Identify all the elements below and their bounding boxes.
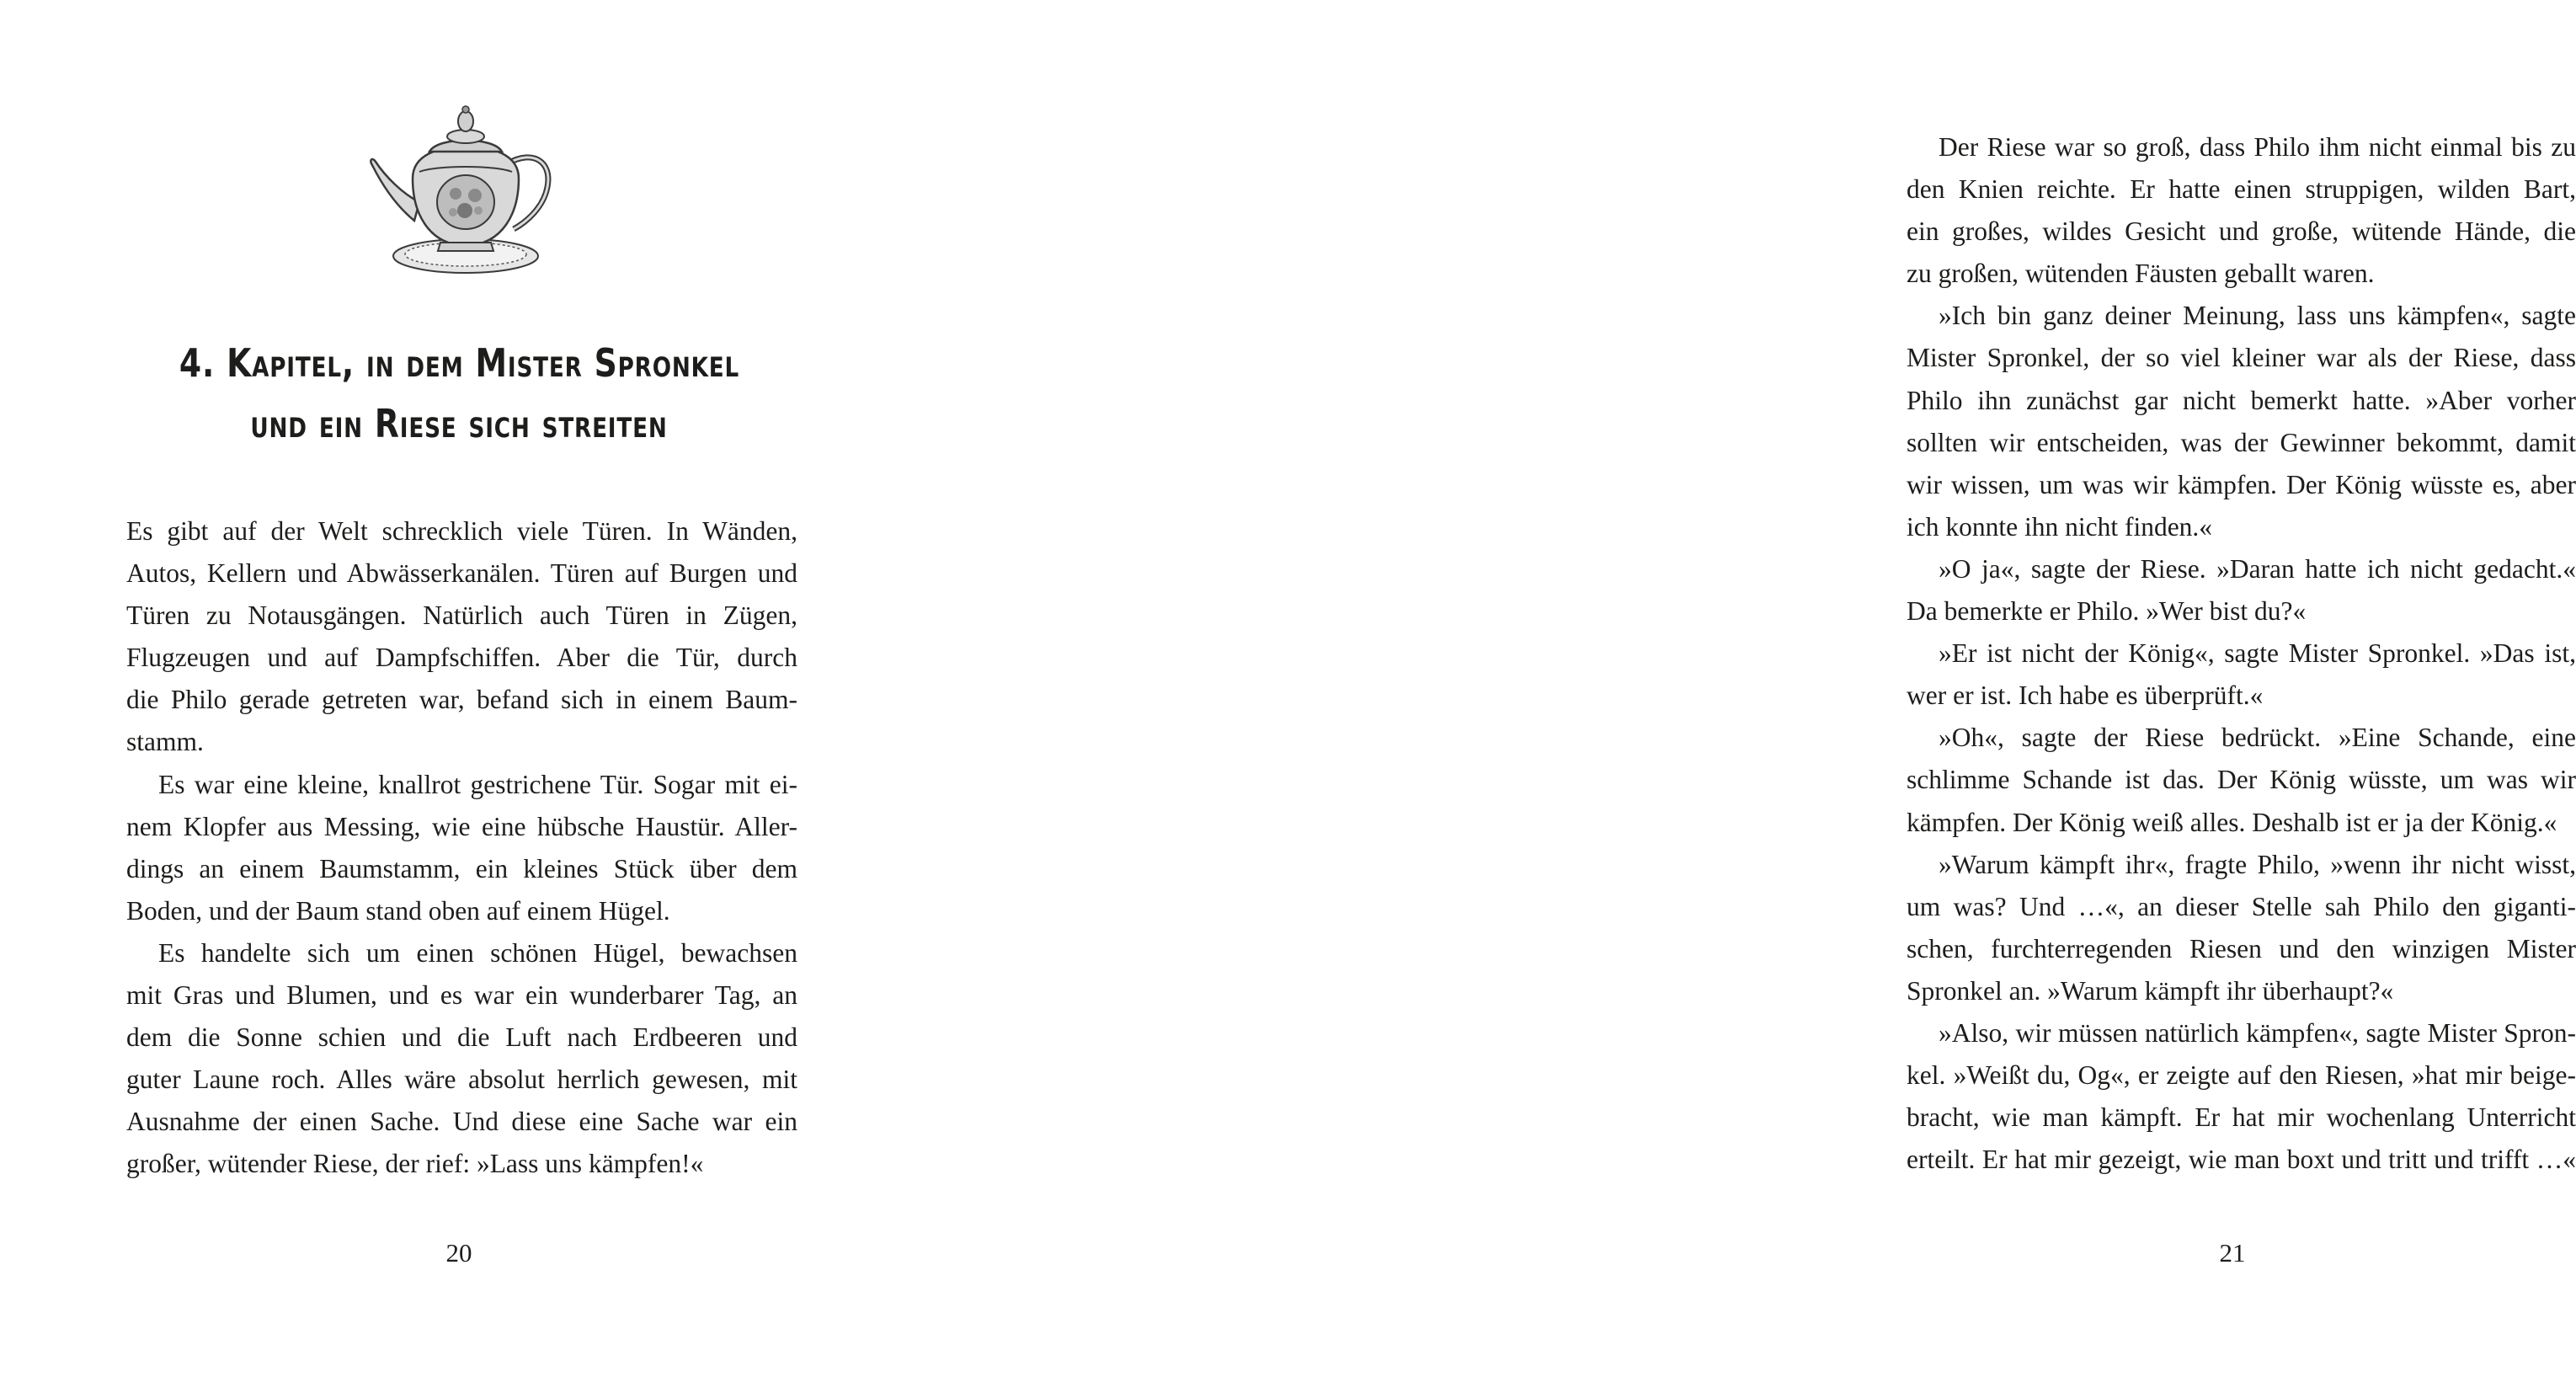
right-page xyxy=(895,0,2576,1393)
right-body-text xyxy=(1907,126,2576,1181)
text-line: Es handelte sich um einen schönen Hügel, bewachsen xyxy=(158,937,797,968)
text-line: Spronkel an. »Warum kämpft ihr überhaupt?« xyxy=(1907,975,2394,1006)
text-line: stamm. xyxy=(126,727,204,757)
text-line: ich konnte ihn nicht finden.« xyxy=(1907,511,2213,542)
left-page xyxy=(0,0,895,1393)
text-line: die Philo gerade getreten war, befand sich in einem Baum- xyxy=(126,685,797,715)
left-body-text xyxy=(126,510,797,1186)
chapter-title xyxy=(179,333,739,454)
text-line: guter Laune roch. Alles wäre absolut herrlich gewesen, mit xyxy=(126,1065,797,1095)
page-number-left: 20 xyxy=(445,1238,472,1268)
text-line: wer er ist. Ich habe es überprüft.« xyxy=(1907,680,2264,711)
text-line: wir wissen, um was wir kämpfen. Der König wüsste es, aber xyxy=(1907,469,2576,499)
text-line: kämpfen. Der König weiß alles. Deshalb ist er ja der König.« xyxy=(1907,807,2557,837)
text-line: erteilt. Er hat mir gezeigt, wie man boxt und tritt und trifft …« xyxy=(1907,1145,2576,1175)
text-line: mit Gras und Blumen, und es war ein wunderbarer Tag, an xyxy=(126,980,797,1011)
text-line: schlimme Schande ist das. Der König wüsste, um was wir xyxy=(1907,765,2576,795)
text-line: dings an einem Baumstamm, ein kleines Stück über dem xyxy=(126,853,797,883)
text-line: Der Riese war so groß, dass Philo ihm nicht einmal bis zu xyxy=(1939,132,2576,162)
text-line: »Ich bin ganz deiner Meinung, lass uns kämpfen«, sagte xyxy=(1939,301,2576,331)
text-line: Ausnahme der einen Sache. Und diese eine Sache war ein xyxy=(126,1107,797,1137)
text-line: Autos, Kellern und Abwässerkanälen. Türen auf Burgen und xyxy=(126,558,797,589)
text-line: Türen zu Notausgängen. Natürlich auch Türen in Zügen, xyxy=(126,600,797,631)
teapot-icon xyxy=(360,103,563,280)
text-line: den Knien reichte. Er hatte einen struppigen, wilden Bart, xyxy=(1907,174,2576,205)
text-line: Flugzeugen und auf Dampfschiffen. Aber die Tür, durch xyxy=(126,643,797,673)
page-number-right: 21 xyxy=(2219,1238,2246,1268)
text-line: Boden, und der Baum stand oben auf einem Hügel. xyxy=(126,895,670,926)
text-line: sollten wir entscheiden, was der Gewinner bekommt, damit xyxy=(1907,427,2576,457)
chapter-title-line-1: 4. Kapitel, in dem Mister Spronkel xyxy=(179,340,740,386)
text-line: Mister Spronkel, der so viel kleiner war als der Riese, dass xyxy=(1907,343,2576,373)
chapter-title-line-2: und ein Riese sich streiten xyxy=(250,401,668,446)
text-line: »Er ist nicht der König«, sagte Mister Spronkel. »Das ist, xyxy=(1939,638,2576,669)
text-line: »Also, wir müssen natürlich kämpfen«, sagte Mister Spron- xyxy=(1939,1017,2576,1048)
text-line: nem Klopfer aus Messing, wie eine hübsche Haustür. Aller- xyxy=(126,811,797,841)
text-line: zu großen, wütenden Fäusten geballt waren. xyxy=(1907,259,2375,289)
text-line: »O ja«, sagte der Riese. »Daran hatte ich nicht gedacht.« xyxy=(1939,553,2576,584)
text-line: kel. »Weißt du, Og«, er zeigte auf den Riesen, »hat mir beige- xyxy=(1907,1060,2576,1091)
text-line: »Warum kämpft ihr«, fragte Philo, »wenn ihr nicht wisst, xyxy=(1939,849,2576,879)
text-line: »Oh«, sagte der Riese bedrückt. »Eine Schande, eine xyxy=(1939,723,2576,753)
text-line: bracht, wie man kämpft. Er hat mir wochenlang Unterricht xyxy=(1907,1102,2576,1133)
text-line: Es gibt auf der Welt schrecklich viele Türen. In Wänden, xyxy=(126,516,797,546)
text-line: schen, furchterregenden Riesen und den winzigen Mister xyxy=(1907,933,2576,963)
text-line: großer, wütender Riese, der rief: »Lass uns kämpfen!« xyxy=(126,1149,704,1179)
text-line: Da bemerkte er Philo. »Wer bist du?« xyxy=(1907,596,2307,627)
text-line: um was? Und …«, an dieser Stelle sah Philo den giganti- xyxy=(1907,891,2576,921)
text-line: Philo ihn zunächst gar nicht bemerkt hatte. »Aber vorher xyxy=(1907,385,2576,415)
text-line: dem die Sonne schien und die Luft nach Erdbeeren und xyxy=(126,1022,797,1053)
text-line: Es war eine kleine, knallrot gestrichene Tür. Sogar mit ei- xyxy=(158,769,797,799)
text-line: ein großes, wildes Gesicht und große, wütende Hände, die xyxy=(1907,216,2576,247)
